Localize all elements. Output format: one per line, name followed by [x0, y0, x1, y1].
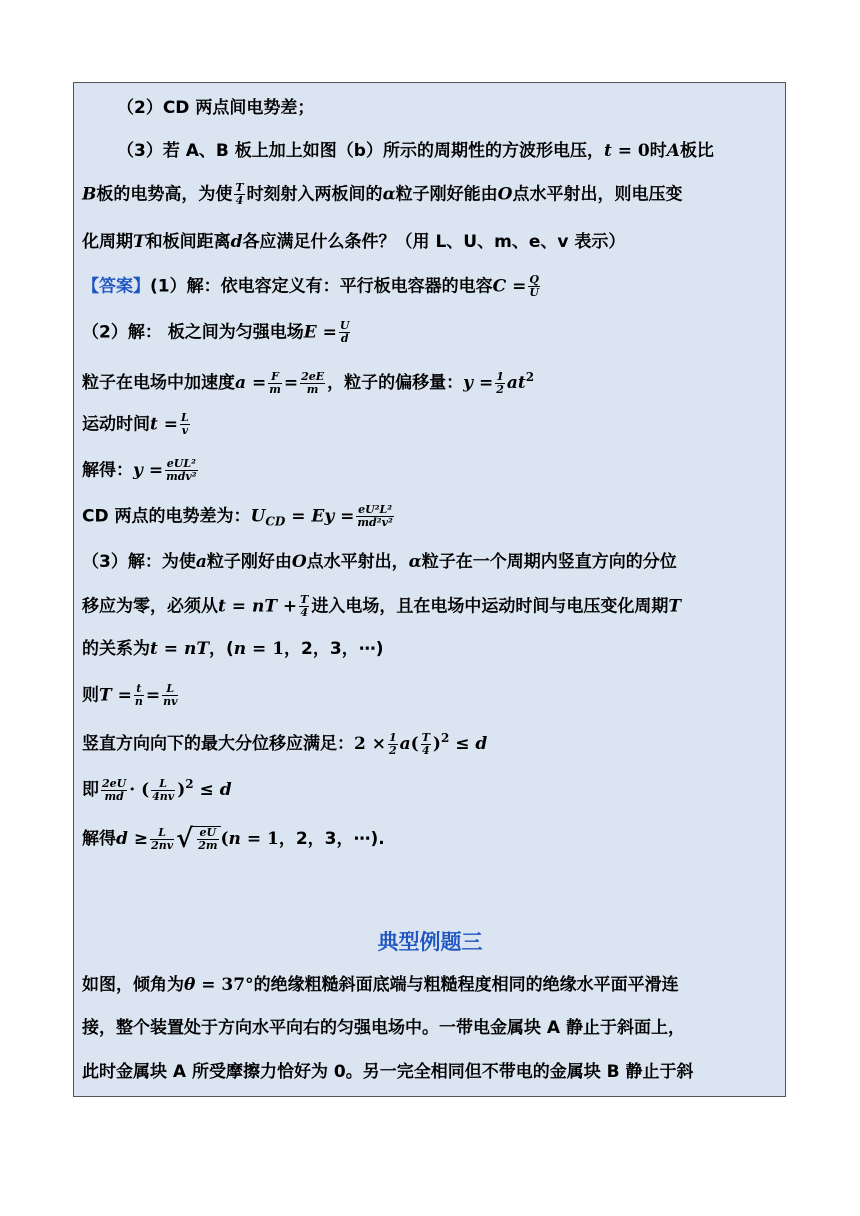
answer-line-3: 粒子在电场中加速度a = $\frac{F}{m}$ = $\frac{2eE}{m}$ ，粒子的偏移量：y = $\frac{1}{2}$ $at^2$	[82, 369, 535, 396]
answer-line-4: 运动时间t = $\frac{L}{v}$	[82, 411, 189, 437]
answer-line-5: 解得：y = eUL² mdv²	[82, 457, 197, 483]
example-3-line-3: 此时金属块 A 所受摩擦力恰好为 0。另一完全相同但不带电的金属块 B 静止于斜	[82, 1062, 694, 1082]
answer-tag: 【答案】	[82, 276, 150, 297]
answer-line-10: 则T = $\frac{t}{n}$ = $\frac{L}{nv}$	[82, 682, 178, 708]
answer-line-13: 解得d ≥ $\frac{L}{2nv}$ √ $\frac{eU}{2m}$ (n = 1，2，3，⋯).	[82, 824, 385, 854]
answer-line-6: CD 两点的电势差为：$U_{CD} = Ey$ = $\frac{\text{eU²L²}}{\text{md²v²}}$	[82, 503, 393, 529]
question-3-line-3: 化周期T和板间距离d各应满足什么条件？（用 L、U、m、e、v 表示）	[82, 232, 626, 252]
answer-line-11: 竖直方向向下的最大分位移应满足：2 × $\frac{1}{2}$ a( $\frac{T}{4}$ )$^2$ ≤ d	[82, 730, 488, 757]
answer-line-1: 【答案】(1）解：依电容定义有：平行板电容器的电容C = $\frac{Q}{U}$	[82, 273, 539, 299]
answer-line-9: 的关系为t = nT，(n = 1，2，3，⋯)	[82, 639, 384, 659]
example-3-line-2: 接，整个装置处于方向水平向右的匀强电场中。一带电金属块 A 静止于斜面上，	[82, 1018, 685, 1038]
question-3-line-2: B板的电势高，为使 $\frac{T}{4}$ 时刻射入两板间的α粒子刚好能由O点水平射出，则电压变	[82, 181, 683, 207]
answer-line-7: （3）解：为使a粒子刚好由O点水平射出，α粒子在一个周期内竖直方向的分位	[82, 552, 677, 572]
answer-line-2: （2）解： 板之间为匀强电场E = $\frac{U}{d}$	[82, 319, 350, 345]
example-3-line-1: 如图，倾角为θ = 37°的绝缘粗糙斜面底端与粗糙程度相同的绝缘水平面平滑连	[82, 975, 679, 995]
answer-line-12: 即 $\frac{2eU}{md}$ · ( $\frac{L}{4nv}$ )$^2$ ≤ d	[82, 776, 232, 803]
question-3-line-1: （3）若 A、B 板上加上如图（b）所示的周期性的方波形电压，t = 0时A板比	[117, 141, 714, 161]
question-2: （2）CD 两点间电势差；	[117, 98, 315, 118]
answer-line-8: 移应为零，必须从t = nT + $\frac{T}{4}$ 进入电场，且在电场中运动时间与电压变化周期T	[82, 593, 681, 619]
section-heading: 典型例题三	[377, 930, 483, 954]
